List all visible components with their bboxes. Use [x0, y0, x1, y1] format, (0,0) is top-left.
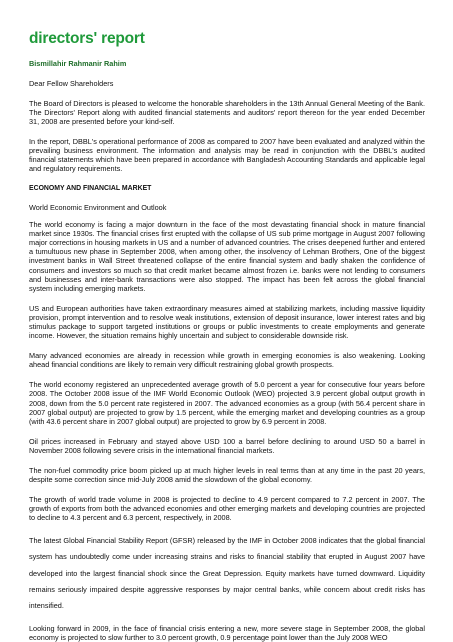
report-page — [29, 30, 425, 642]
salutation: Dear Fellow Shareholders — [29, 78, 114, 88]
intro-paragraph: The Board of Directors is pleased to welcome the honorable shareholders in the 13th Annual General Meeting of the Bank. The Directors' Report along with audited financial statements and auditors' report thereon for the year ended December 31, 2008 are presented before your kind-self. — [29, 98, 425, 126]
section-heading: ECONOMY AND FINANCIAL MARKET — [29, 185, 152, 193]
body-paragraph: Oil prices increased in February and stayed above USD 100 a barrel before declining to around USD 50 a barrel in November 2008 following severe crisis in the international financial markets. — [29, 436, 425, 456]
body-paragraph: Many advanced economies are already in recession while growth in emerging economies is also weakening. Looking ahead financial conditions are likely to remain very difficult restraining global growth prospects. — [29, 351, 425, 370]
body-paragraph: The world economy is facing a major downturn in the face of the most devastating financial shock in mature financial market since 1930s. The financial crises first erupted with the collapse of US sub prime mortgage in August 2007 following major corrections in housing markets in US and a number of advanced countries. The crises deepened further and entered a tumultuous new phase in September 2008, when among other, the insolvency of Lehman Brothers, One of the biggest investment banks in Wall Street threatened collapse of the entire financial system and badly shaken the confidence of consumers and investors so much so that credit market became almost frozen i.e. banks were not lending to consumers and businesses and inter-bank transactions were also stopped. The impact has been felt across the global financial system including emerging markets. — [29, 219, 425, 294]
body-paragraph: US and European authorities have taken extraordinary measures aimed at stabilizing markets, including massive liquidity provision, prompt intervention and to resolve weak institutions, extension of deposit insurance, lower interest rates and big stimulus package to support targeted institutions or groups or public investments to create employments and generate income. However, the situation remains highly uncertain and subject to considerable downside risk. — [29, 303, 425, 341]
report-scope-paragraph: In the report, DBBL's operational performance of 2008 as compared to 2007 have been evaluated and analyzed within the prevailing business environment. The information and analysis may be read in conjunction with the DBBL's audited financial statements which have been prepared in accordance with Bangladesh Accounting Standards and applicable legal and regulatory requirements. — [29, 136, 425, 174]
body-paragraph: The latest Global Financial Stability Report (GFSR) released by the IMF in October 2008 indicates that the global financial system has undoubtedly come under increasing strains and risks to financial stability that erupted in August 2007 have developed into the largest financial shock since the Great Depression. Equity markets have turned downward. Liquidity remains seriously impaired despite aggressive responses by major central banks, while concern about credit risks has intensified. — [29, 536, 425, 611]
bismillah-line: Bismillahir Rahmanir Rahim — [29, 59, 127, 68]
body-paragraph: The non-fuel commodity price boom picked up at much higher levels in real terms than at any time in the past 20 years, despite some correction since mid-July 2008 amid the slowdown of the global economy. — [29, 465, 425, 485]
body-paragraph: The growth of world trade volume in 2008 is projected to decline to 4.9 percent compared to 7.2 percent in 2007. The growth of exports from both the advanced economies and other emerging markets and developing countries are projected to decline to 4.3 percent and 6.3 percent, respectively, in 2008. — [29, 494, 425, 523]
subheading: World Economic Environment and Outlook — [29, 203, 167, 213]
body-paragraph: The world economy registered an unprecedented average growth of 5.0 percent a year for consecutive four years before 2008. The October 2008 issue of the IMF World Economic Outlook (WEO) projected 3.9 percent global output growth in 2008, down from the 5.0 percent rate registered in 2007. The advanced economies as a group (with 56.4 percent share in 2007 global output) are projected to grow by 1.5 percent, while the emerging market and developing countries as a group (with 43.6 percent share in 2007 global output) are projected to grow by 6.9 percent in 2008. — [29, 380, 425, 427]
page-title: directors' report — [29, 30, 145, 47]
body-paragraph: Looking forward in 2009, in the face of financial crisis entering a new, more severe stage in September 2008, the global economy is projected to slow further to 3.0 percent growth, 0.9 percentage point lower than the July 2008 WEO — [29, 623, 425, 642]
